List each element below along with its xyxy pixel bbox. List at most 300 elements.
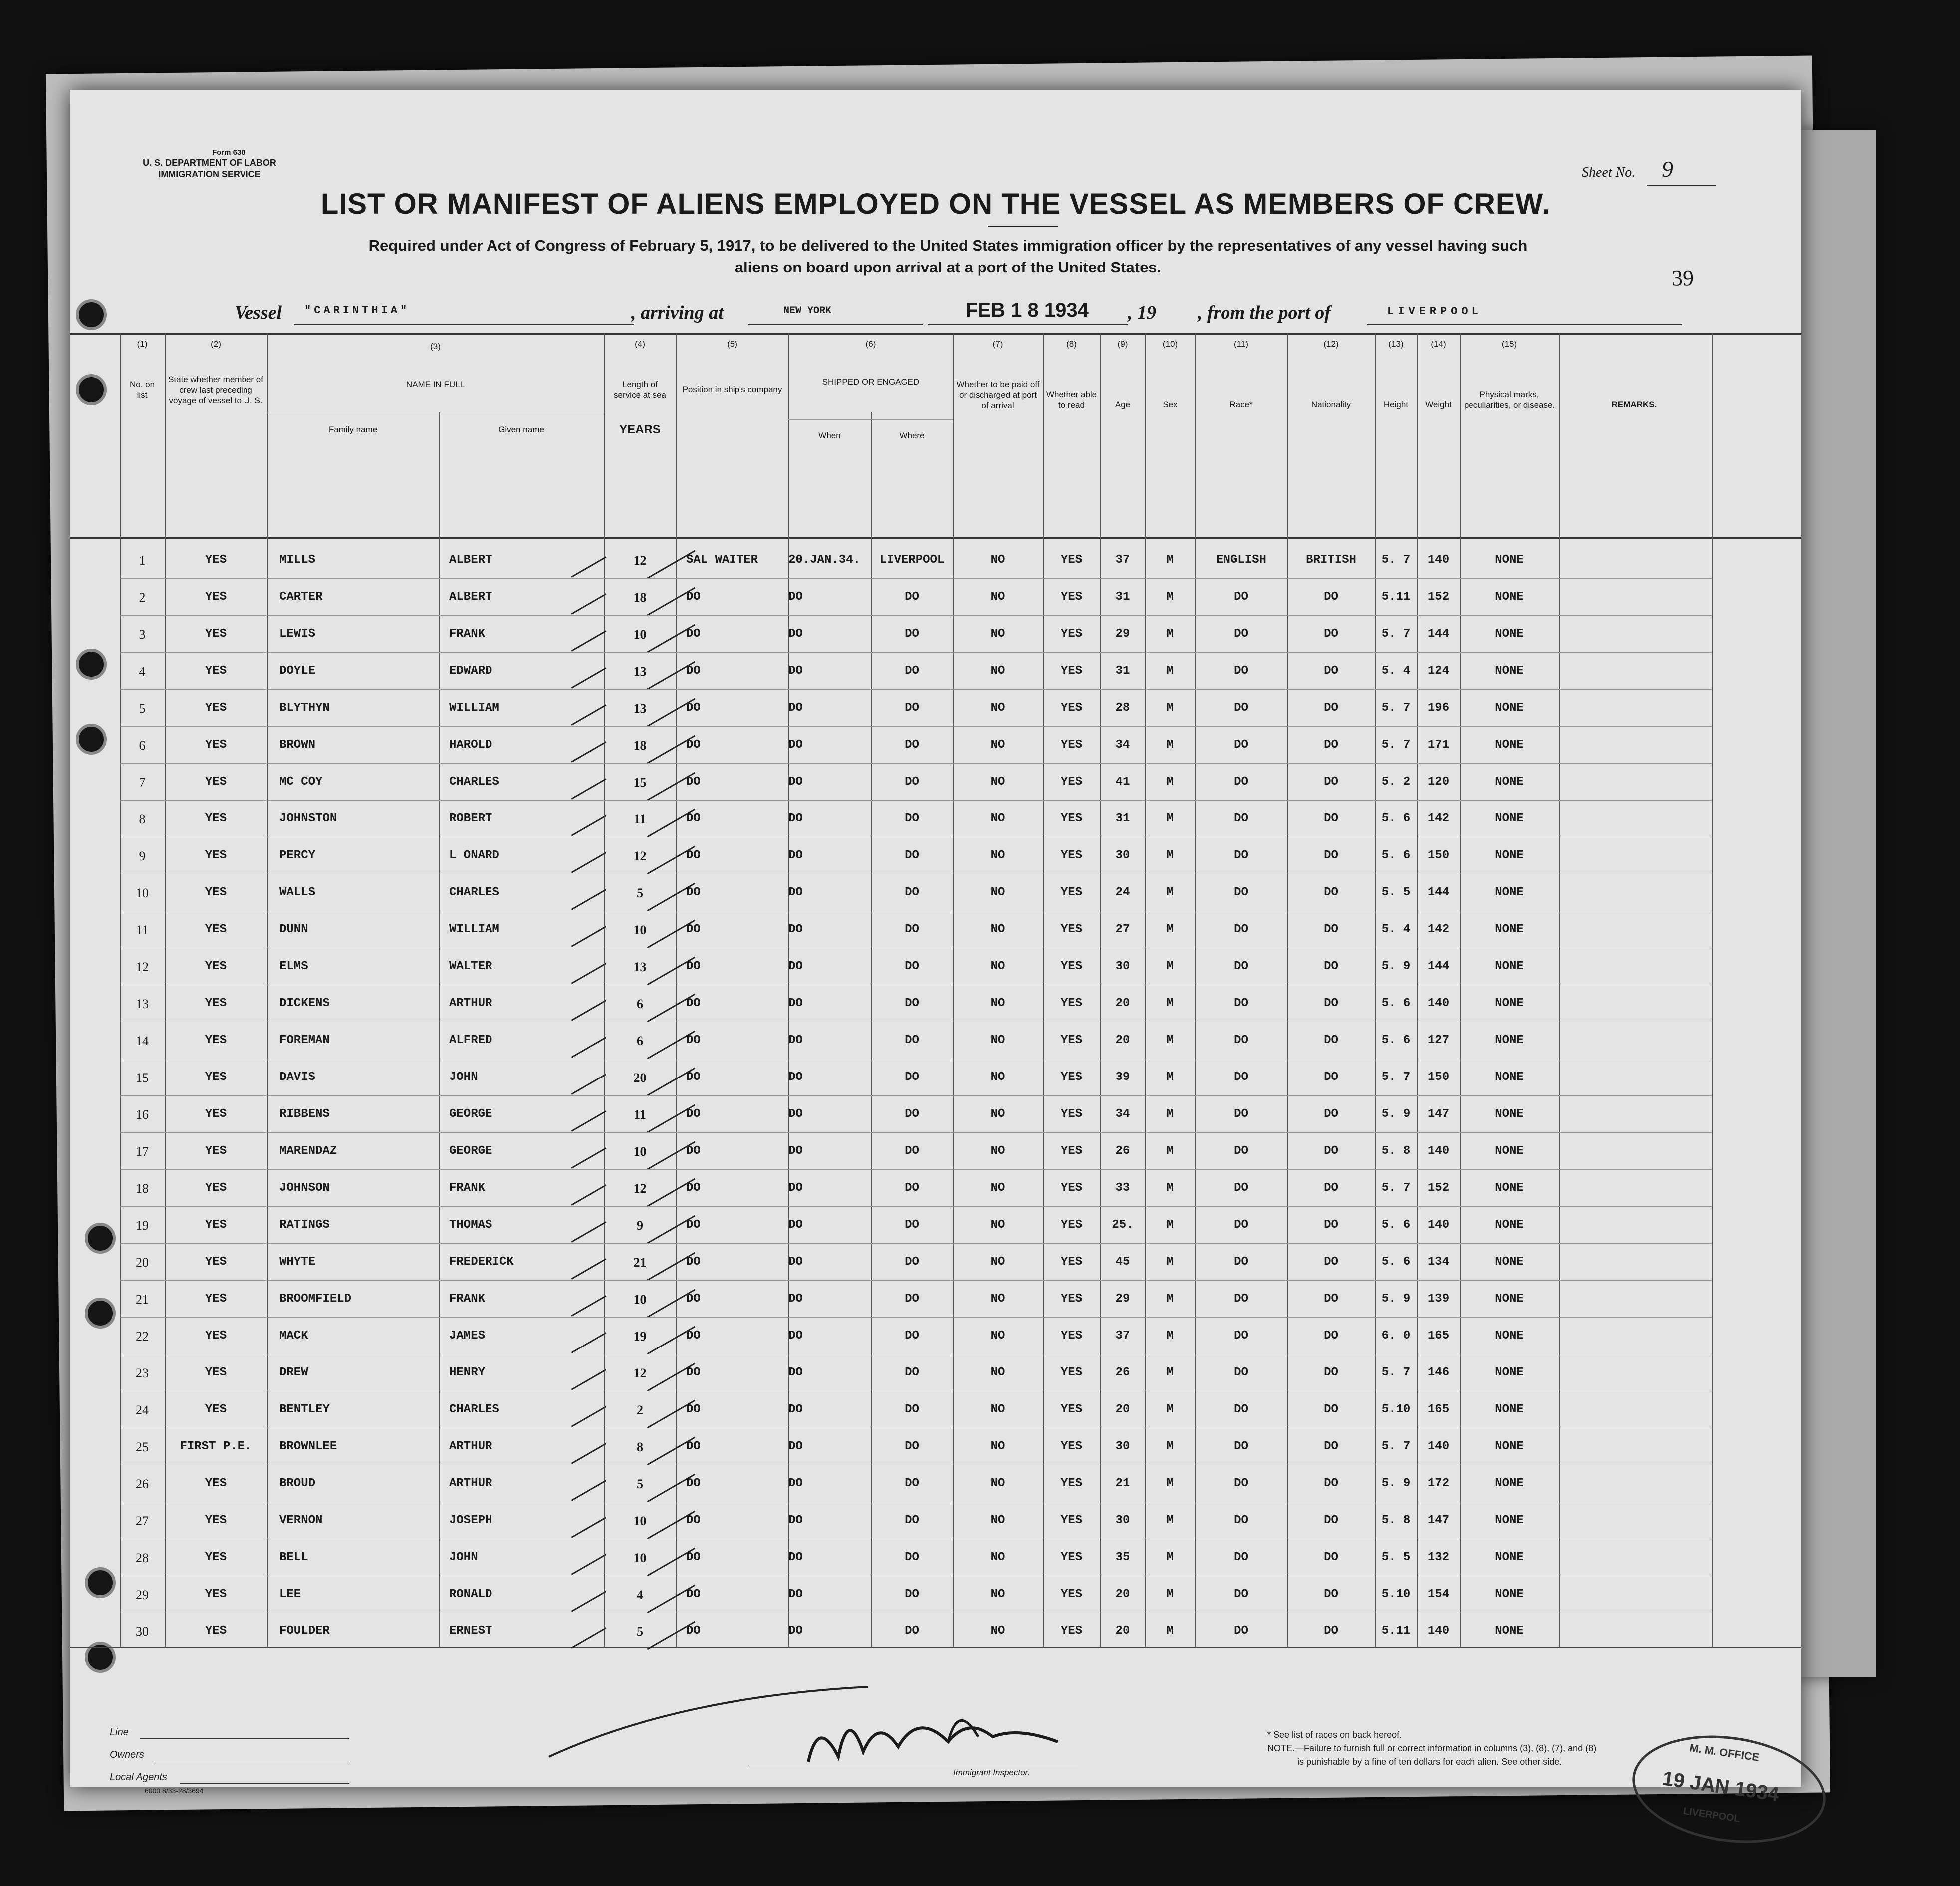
arrival-date-stamp: FEB 1 8 1934 bbox=[966, 299, 1089, 321]
cell-crew: YES bbox=[205, 664, 227, 678]
cell-given: CHARLES bbox=[449, 775, 499, 789]
cell-service: 18 bbox=[633, 590, 647, 605]
departure-port-underline bbox=[1367, 324, 1682, 325]
cell-no: 20 bbox=[136, 1255, 149, 1270]
cell-where: DO bbox=[905, 590, 919, 604]
cell-position: DO bbox=[686, 923, 701, 936]
cell-nationality: DO bbox=[1324, 1366, 1338, 1379]
cell-crew: YES bbox=[205, 553, 227, 567]
cell-position: DO bbox=[686, 1329, 701, 1343]
cell-read: YES bbox=[1060, 1034, 1083, 1047]
cell-given: ARTHUR bbox=[449, 997, 492, 1010]
cell-height: 5. 6 bbox=[1381, 997, 1411, 1010]
cell-sex: M bbox=[1166, 1218, 1174, 1232]
cell-weight: 152 bbox=[1427, 590, 1450, 604]
cell-marks: NONE bbox=[1495, 997, 1524, 1010]
cell-weight: 147 bbox=[1427, 1514, 1450, 1527]
col-head-sex: Sex bbox=[1163, 400, 1178, 409]
cell-position: DO bbox=[686, 886, 701, 899]
cell-marks: NONE bbox=[1495, 1181, 1524, 1195]
cell-marks: NONE bbox=[1495, 923, 1524, 936]
cell-height: 5. 7 bbox=[1381, 701, 1411, 715]
cell-when: DO bbox=[788, 1588, 803, 1601]
cell-position: DO bbox=[686, 1477, 701, 1490]
cell-nationality: DO bbox=[1324, 1292, 1338, 1306]
cell-service: 10 bbox=[633, 627, 647, 642]
cell-no: 29 bbox=[136, 1588, 149, 1602]
cell-race: DO bbox=[1234, 1440, 1248, 1453]
cell-where: DO bbox=[905, 1624, 919, 1638]
cell-service: 10 bbox=[633, 1514, 647, 1528]
cell-when: DO bbox=[788, 1107, 803, 1121]
cell-nationality: DO bbox=[1324, 1107, 1338, 1121]
cell-sex: M bbox=[1166, 627, 1174, 641]
races-note: * See list of races on back hereof. bbox=[1267, 1730, 1402, 1740]
cell-where: DO bbox=[905, 849, 919, 862]
cell-given: JOHN bbox=[449, 1551, 478, 1564]
cell-sex: M bbox=[1166, 849, 1174, 862]
check-mark bbox=[571, 889, 607, 910]
cell-crew: YES bbox=[205, 1218, 227, 1232]
cell-given: ALFRED bbox=[449, 1034, 492, 1047]
cell-position: DO bbox=[686, 775, 701, 789]
col-head-race: Race* bbox=[1229, 400, 1253, 409]
cell-height: 5. 8 bbox=[1381, 1144, 1411, 1158]
cell-marks: NONE bbox=[1495, 1440, 1524, 1453]
cell-height: 5. 9 bbox=[1381, 1292, 1411, 1306]
cell-family: BROUD bbox=[279, 1477, 316, 1490]
cell-age: 33 bbox=[1115, 1181, 1130, 1195]
cell-marks: NONE bbox=[1495, 1403, 1524, 1416]
cell-sex: M bbox=[1166, 1292, 1174, 1306]
page-title: LIST OR MANIFEST OF ALIENS EMPLOYED ON THE VESSEL AS MEMBERS OF CREW. bbox=[320, 188, 1551, 220]
cell-where: DO bbox=[905, 923, 919, 936]
cell-no: 10 bbox=[136, 886, 149, 900]
cell-sex: M bbox=[1166, 775, 1174, 789]
cell-family: CARTER bbox=[279, 590, 323, 604]
cell-weight: 144 bbox=[1427, 960, 1450, 973]
cell-sex: M bbox=[1166, 590, 1174, 604]
cell-position: DO bbox=[686, 997, 701, 1010]
cell-paid: NO bbox=[990, 1551, 1005, 1564]
cell-sex: M bbox=[1166, 1514, 1174, 1527]
cell-nationality: DO bbox=[1324, 849, 1338, 862]
cell-race: DO bbox=[1234, 1255, 1248, 1269]
cell-paid: NO bbox=[990, 1292, 1005, 1306]
cell-age: 30 bbox=[1115, 849, 1130, 862]
cell-where: DO bbox=[905, 1255, 919, 1269]
col-number-11: (11) bbox=[1234, 339, 1248, 349]
cell-position: DO bbox=[686, 627, 701, 641]
cell-when: DO bbox=[788, 1624, 803, 1638]
col-head-physical-marks: Physical marks, peculiarities, or disease. bbox=[1464, 390, 1555, 410]
arrival-date-underline bbox=[928, 324, 1128, 325]
col-head-height: Height bbox=[1383, 400, 1409, 409]
check-mark bbox=[571, 926, 607, 947]
cell-height: 5. 9 bbox=[1381, 1107, 1411, 1121]
line-underline bbox=[140, 1738, 349, 1739]
col-number-2: (2) bbox=[211, 339, 221, 349]
cell-service: 13 bbox=[633, 701, 647, 716]
cell-height: 5. 6 bbox=[1381, 849, 1411, 862]
cell-weight: 152 bbox=[1427, 1181, 1450, 1195]
cell-sex: M bbox=[1166, 1588, 1174, 1601]
cell-crew: YES bbox=[205, 1329, 227, 1343]
cell-service: 13 bbox=[633, 960, 647, 974]
cell-race: DO bbox=[1234, 1144, 1248, 1158]
cell-read: YES bbox=[1060, 997, 1083, 1010]
cell-when: DO bbox=[788, 849, 803, 862]
cell-given: ROBERT bbox=[449, 812, 492, 825]
cell-where: DO bbox=[905, 1588, 919, 1601]
cell-given: FRANK bbox=[449, 1292, 486, 1306]
cell-crew: YES bbox=[205, 886, 227, 899]
cell-sex: M bbox=[1166, 1403, 1174, 1416]
cell-when: DO bbox=[788, 1551, 803, 1564]
cell-weight: 127 bbox=[1427, 1034, 1450, 1047]
local-agents-underline bbox=[180, 1783, 349, 1784]
cell-where: DO bbox=[905, 1181, 919, 1195]
cell-nationality: DO bbox=[1324, 664, 1338, 678]
cell-family: DAVIS bbox=[279, 1071, 316, 1084]
cell-nationality: DO bbox=[1324, 812, 1338, 825]
col-number-9: (9) bbox=[1117, 339, 1128, 349]
from-port-label: , from the port of bbox=[1198, 302, 1331, 323]
cell-height: 5.10 bbox=[1381, 1588, 1411, 1601]
cell-weight: 139 bbox=[1427, 1292, 1450, 1306]
check-mark bbox=[571, 1443, 607, 1464]
cell-read: YES bbox=[1060, 1403, 1083, 1416]
stamp-bottom-text: LIVERPOOL bbox=[1682, 1805, 1741, 1825]
cell-given: RONALD bbox=[449, 1588, 492, 1601]
shipped-subheader-rule bbox=[788, 419, 953, 420]
cell-nationality: DO bbox=[1324, 960, 1338, 973]
cell-sex: M bbox=[1166, 1624, 1174, 1638]
penalty-note-2: is punishable by a fine of ten dollars for each alien. See other side. bbox=[1297, 1757, 1562, 1767]
column-rule bbox=[676, 333, 677, 1647]
cell-age: 30 bbox=[1115, 960, 1130, 973]
cell-paid: NO bbox=[990, 590, 1005, 604]
check-mark bbox=[571, 1258, 607, 1280]
cell-marks: NONE bbox=[1495, 1588, 1524, 1601]
cell-family: VERNON bbox=[279, 1514, 323, 1527]
cell-height: 5. 8 bbox=[1381, 1514, 1411, 1527]
cell-crew: YES bbox=[205, 1366, 227, 1379]
inspector-signature bbox=[519, 1657, 1168, 1767]
cell-read: YES bbox=[1060, 590, 1083, 604]
sheet-number-underline bbox=[1647, 185, 1716, 186]
cell-service: 12 bbox=[633, 553, 647, 568]
cell-position: DO bbox=[686, 1292, 701, 1306]
cell-read: YES bbox=[1060, 849, 1083, 862]
cell-where: DO bbox=[905, 1329, 919, 1343]
cell-crew: YES bbox=[205, 1181, 227, 1195]
cell-where: DO bbox=[905, 738, 919, 752]
cell-family: DICKENS bbox=[279, 997, 330, 1010]
check-mark bbox=[571, 852, 607, 873]
cell-family: FOREMAN bbox=[279, 1034, 330, 1047]
arriving-label: , arriving at bbox=[631, 302, 724, 323]
cell-age: 31 bbox=[1115, 664, 1130, 678]
row-rule bbox=[120, 1317, 1712, 1318]
cell-read: YES bbox=[1060, 1366, 1083, 1379]
cell-no: 23 bbox=[136, 1366, 149, 1380]
cell-read: YES bbox=[1060, 1440, 1083, 1453]
cell-where: DO bbox=[905, 1551, 919, 1564]
cell-height: 5. 9 bbox=[1381, 960, 1411, 973]
check-mark bbox=[571, 778, 607, 800]
cell-sex: M bbox=[1166, 812, 1174, 825]
cell-marks: NONE bbox=[1495, 738, 1524, 752]
cell-paid: NO bbox=[990, 664, 1005, 678]
cell-no: 14 bbox=[136, 1034, 149, 1048]
check-mark bbox=[571, 1147, 607, 1169]
col-head-years: YEARS bbox=[619, 423, 661, 436]
cell-given: ERNEST bbox=[449, 1624, 492, 1638]
cell-age: 45 bbox=[1115, 1255, 1130, 1269]
cell-race: DO bbox=[1234, 1588, 1248, 1601]
col-number-4: (4) bbox=[635, 339, 645, 349]
cell-given: HENRY bbox=[449, 1366, 486, 1379]
col-head-length-service: Length of service at sea bbox=[614, 380, 666, 400]
cell-position: DO bbox=[686, 812, 701, 825]
cell-family: MC COY bbox=[279, 775, 323, 789]
cell-race: DO bbox=[1234, 849, 1248, 862]
cell-age: 34 bbox=[1115, 738, 1130, 752]
cell-marks: NONE bbox=[1495, 1144, 1524, 1158]
col-head-nationality: Nationality bbox=[1311, 400, 1351, 409]
cell-height: 5.10 bbox=[1381, 1403, 1411, 1416]
cell-no: 26 bbox=[136, 1477, 149, 1491]
row-rule bbox=[120, 1132, 1712, 1133]
cell-no: 28 bbox=[136, 1551, 149, 1565]
row-rule bbox=[120, 615, 1712, 616]
cell-given: JOHN bbox=[449, 1071, 478, 1084]
cell-race: DO bbox=[1234, 701, 1248, 715]
cell-nationality: DO bbox=[1324, 1588, 1338, 1601]
cell-no: 4 bbox=[139, 664, 146, 679]
cell-crew: YES bbox=[205, 590, 227, 604]
vessel-name: "CARINTHIA" bbox=[304, 304, 410, 317]
check-mark bbox=[571, 1627, 607, 1649]
cell-read: YES bbox=[1060, 1551, 1083, 1564]
table-top-rule bbox=[70, 333, 1801, 335]
cell-marks: NONE bbox=[1495, 1551, 1524, 1564]
cell-marks: NONE bbox=[1495, 553, 1524, 567]
col-head-age: Age bbox=[1115, 400, 1131, 409]
cell-weight: 171 bbox=[1427, 738, 1450, 752]
cell-service: 5 bbox=[637, 1624, 643, 1639]
cell-height: 5. 9 bbox=[1381, 1477, 1411, 1490]
cell-crew: YES bbox=[205, 849, 227, 862]
cell-service: 13 bbox=[633, 664, 647, 679]
cell-crew: YES bbox=[205, 1477, 227, 1490]
cell-height: 5. 6 bbox=[1381, 1255, 1411, 1269]
cell-crew: YES bbox=[205, 738, 227, 752]
cell-when: DO bbox=[788, 1255, 803, 1269]
cell-no: 8 bbox=[139, 812, 146, 826]
cell-family: ELMS bbox=[279, 960, 308, 973]
row-rule bbox=[120, 1095, 1712, 1096]
cell-when: DO bbox=[788, 923, 803, 936]
cell-where: DO bbox=[905, 1514, 919, 1527]
cell-nationality: DO bbox=[1324, 590, 1338, 604]
cell-where: DO bbox=[905, 701, 919, 715]
cell-no: 17 bbox=[136, 1144, 149, 1159]
cell-crew: FIRST P.E. bbox=[180, 1440, 252, 1453]
punch-hole bbox=[85, 1567, 116, 1598]
cell-marks: NONE bbox=[1495, 664, 1524, 678]
cell-given: ARTHUR bbox=[449, 1440, 492, 1453]
cell-when: DO bbox=[788, 1181, 803, 1195]
cell-nationality: DO bbox=[1324, 1477, 1338, 1490]
cell-crew: YES bbox=[205, 923, 227, 936]
cell-service: 18 bbox=[633, 738, 647, 753]
cell-age: 29 bbox=[1115, 627, 1130, 641]
cell-given: JAMES bbox=[449, 1329, 486, 1343]
cell-marks: NONE bbox=[1495, 1292, 1524, 1306]
cell-no: 21 bbox=[136, 1292, 149, 1307]
cell-age: 31 bbox=[1115, 590, 1130, 604]
row-rule bbox=[120, 763, 1712, 764]
cell-crew: YES bbox=[205, 1071, 227, 1084]
cell-race: DO bbox=[1234, 960, 1248, 973]
cell-race: DO bbox=[1234, 997, 1248, 1010]
cell-read: YES bbox=[1060, 701, 1083, 715]
cell-sex: M bbox=[1166, 1551, 1174, 1564]
cell-crew: YES bbox=[205, 701, 227, 715]
cell-service: 10 bbox=[633, 1144, 647, 1159]
cell-nationality: DO bbox=[1324, 1071, 1338, 1084]
col-number-6: (6) bbox=[865, 339, 876, 349]
cell-paid: NO bbox=[990, 960, 1005, 973]
cell-where: DO bbox=[905, 1071, 919, 1084]
cell-height: 5.11 bbox=[1381, 1624, 1411, 1638]
cell-family: MILLS bbox=[279, 553, 316, 567]
cell-where: DO bbox=[905, 775, 919, 789]
cell-weight: 165 bbox=[1427, 1403, 1450, 1416]
cell-paid: NO bbox=[990, 627, 1005, 641]
cell-service: 19 bbox=[633, 1329, 647, 1344]
cell-race: DO bbox=[1234, 1624, 1248, 1638]
cell-paid: NO bbox=[990, 1477, 1005, 1490]
check-mark bbox=[571, 741, 607, 763]
cell-read: YES bbox=[1060, 1218, 1083, 1232]
cell-position: DO bbox=[686, 1588, 701, 1601]
cell-weight: 140 bbox=[1427, 997, 1450, 1010]
cell-given: FREDERICK bbox=[449, 1255, 514, 1269]
check-mark bbox=[571, 1184, 607, 1206]
cell-no: 18 bbox=[136, 1181, 149, 1196]
row-rule bbox=[120, 578, 1712, 579]
title-rule bbox=[988, 226, 1058, 227]
cell-height: 5. 5 bbox=[1381, 886, 1411, 899]
cell-age: 31 bbox=[1115, 812, 1130, 825]
cell-family: LEE bbox=[279, 1588, 301, 1601]
cell-position: DO bbox=[686, 1624, 701, 1638]
cell-age: 29 bbox=[1115, 1292, 1130, 1306]
vessel-label: Vessel bbox=[235, 302, 282, 323]
cell-paid: NO bbox=[990, 701, 1005, 715]
cell-where: DO bbox=[905, 1292, 919, 1306]
sheet-number-value: 9 bbox=[1662, 156, 1673, 182]
cell-age: 27 bbox=[1115, 923, 1130, 936]
check-mark bbox=[571, 556, 607, 578]
cell-no: 5 bbox=[139, 701, 146, 716]
cell-no: 25 bbox=[136, 1440, 149, 1454]
cell-race: DO bbox=[1234, 1034, 1248, 1047]
col-number-15: (15) bbox=[1501, 339, 1517, 349]
col-head-family-name: Family name bbox=[328, 425, 378, 434]
cell-given: FRANK bbox=[449, 1181, 486, 1195]
cell-height: 5. 7 bbox=[1381, 738, 1411, 752]
cell-when: DO bbox=[788, 1218, 803, 1232]
cell-given: WILLIAM bbox=[449, 701, 499, 715]
cell-nationality: DO bbox=[1324, 1144, 1338, 1158]
line-label: Line bbox=[110, 1727, 129, 1738]
cell-no: 6 bbox=[139, 738, 146, 753]
cell-read: YES bbox=[1060, 664, 1083, 678]
cell-when: DO bbox=[788, 1403, 803, 1416]
cell-when: DO bbox=[788, 812, 803, 825]
cell-height: 5. 7 bbox=[1381, 1366, 1411, 1379]
cell-given: EDWARD bbox=[449, 664, 492, 678]
check-mark bbox=[571, 1295, 607, 1317]
cell-when: DO bbox=[788, 1477, 803, 1490]
cell-given: WILLIAM bbox=[449, 923, 499, 936]
cell-service: 15 bbox=[633, 775, 647, 790]
cell-race: DO bbox=[1234, 1551, 1248, 1564]
cell-read: YES bbox=[1060, 1292, 1083, 1306]
cell-race: DO bbox=[1234, 1292, 1248, 1306]
cell-no: 30 bbox=[136, 1624, 149, 1639]
check-mark bbox=[571, 593, 607, 615]
cell-service: 9 bbox=[637, 1218, 643, 1233]
cell-read: YES bbox=[1060, 1107, 1083, 1121]
cell-paid: NO bbox=[990, 1514, 1005, 1527]
cell-when: DO bbox=[788, 738, 803, 752]
stamp-top-text: M. M. OFFICE bbox=[1689, 1741, 1760, 1764]
cell-weight: 140 bbox=[1427, 1144, 1450, 1158]
cell-height: 5. 7 bbox=[1381, 1071, 1411, 1084]
cell-race: DO bbox=[1234, 1181, 1248, 1195]
cell-read: YES bbox=[1060, 1255, 1083, 1269]
check-mark bbox=[571, 1517, 607, 1538]
cell-family: FOULDER bbox=[279, 1624, 330, 1638]
cell-race: DO bbox=[1234, 923, 1248, 936]
cell-paid: NO bbox=[990, 1107, 1005, 1121]
punch-hole bbox=[76, 724, 107, 755]
check-mark bbox=[571, 667, 607, 689]
cell-family: BENTLEY bbox=[279, 1403, 330, 1416]
cell-paid: NO bbox=[990, 1403, 1005, 1416]
col-number-12: (12) bbox=[1323, 339, 1339, 349]
cell-age: 25. bbox=[1112, 1218, 1134, 1232]
check-mark bbox=[571, 815, 607, 836]
cell-when: DO bbox=[788, 1329, 803, 1343]
col-number-3: (3) bbox=[430, 342, 441, 351]
cell-marks: NONE bbox=[1495, 1071, 1524, 1084]
cell-weight: 142 bbox=[1427, 812, 1450, 825]
cell-marks: NONE bbox=[1495, 701, 1524, 715]
cell-weight: 134 bbox=[1427, 1255, 1450, 1269]
cell-where: DO bbox=[905, 1107, 919, 1121]
cell-no: 1 bbox=[139, 553, 146, 568]
cell-height: 5. 6 bbox=[1381, 812, 1411, 825]
cell-read: YES bbox=[1060, 886, 1083, 899]
form-number: Form 630 bbox=[212, 148, 245, 157]
cell-height: 5. 7 bbox=[1381, 553, 1411, 567]
